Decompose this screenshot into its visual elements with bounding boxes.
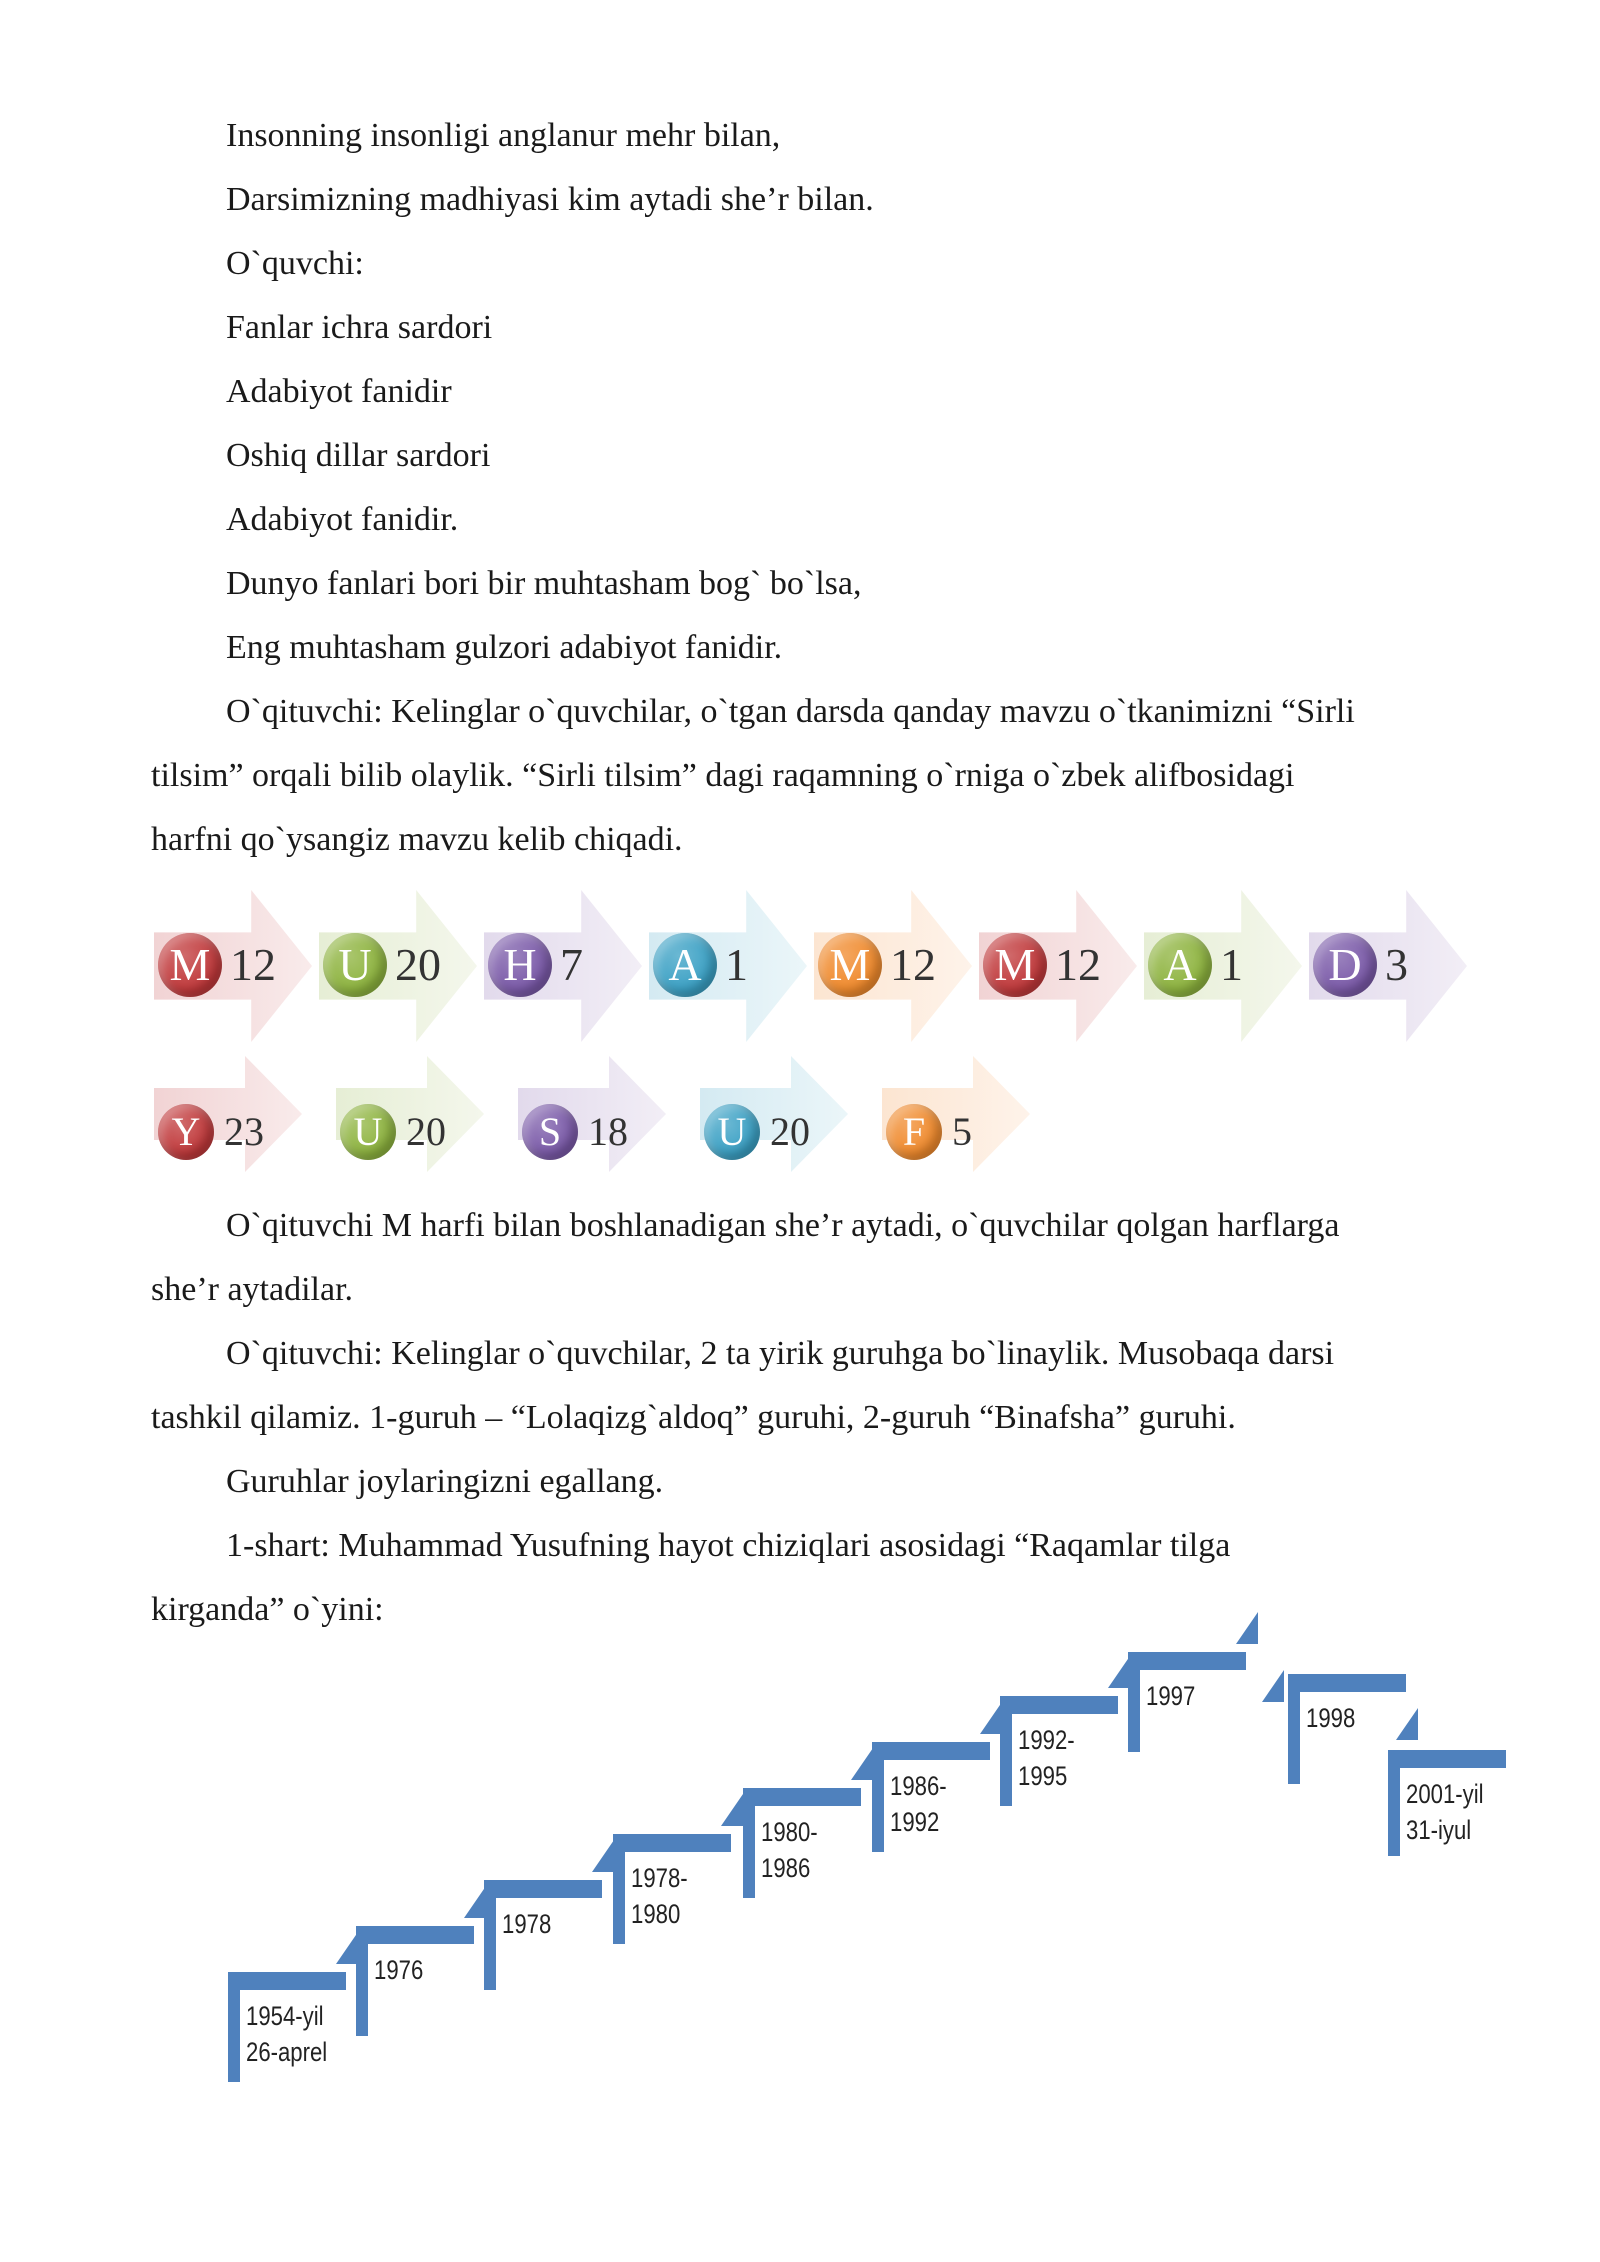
- cipher-arrow: [977, 886, 1147, 1046]
- paragraph-line: tilsim” orqali bilib olaylik. “Sirli tilsim” dagi raqamning o`rniga o`zbek alifbosidagi: [151, 757, 1295, 794]
- paragraph-line: O`qituvchi: Kelinglar o`quvchilar, o`tgan darsda qanday mavzu o`tkanimizni “Sirli: [226, 693, 1355, 730]
- cipher-arrow: [152, 1052, 322, 1212]
- cipher-number: 1: [1220, 939, 1243, 990]
- cipher-arrow: [647, 886, 817, 1046]
- timeline-label: 1998: [1306, 1703, 1356, 1733]
- cipher-letter: F: [886, 1104, 942, 1160]
- timeline-label: 1997: [1146, 1681, 1196, 1711]
- timeline-step: [1128, 1612, 1258, 1752]
- cipher-arrow: [698, 1052, 868, 1212]
- cipher-letter: M: [983, 933, 1047, 997]
- poem-line: Oshiq dillar sardori: [226, 437, 491, 474]
- cipher-number: 18: [588, 1109, 628, 1154]
- cipher-number: 20: [770, 1109, 810, 1154]
- timeline-step: [228, 1932, 358, 2082]
- cipher-number: 12: [1055, 939, 1101, 990]
- cipher-arrow: [152, 886, 322, 1046]
- cipher-letter: U: [340, 1104, 396, 1160]
- timeline-label: 1954-yil 26-aprel: [246, 2001, 328, 2067]
- cipher-number: 5: [952, 1109, 972, 1154]
- poem-line: Darsimizning madhiyasi kim aytadi she’r bilan.: [226, 181, 874, 218]
- poem-line: Adabiyot fanidir.: [226, 501, 459, 538]
- cipher-letter: M: [818, 933, 882, 997]
- paragraph-line: she’r aytadilar.: [151, 1271, 354, 1308]
- timeline-step: [872, 1702, 1002, 1852]
- cipher-letter: U: [323, 933, 387, 997]
- poem-line: Eng muhtasham gulzori adabiyot fanidir.: [226, 629, 783, 666]
- timeline-step: [356, 1886, 486, 2036]
- timeline-label: 2001-yil 31-iyul: [1406, 1779, 1484, 1845]
- cipher-arrow: [317, 886, 487, 1046]
- cipher-arrow: [334, 1052, 504, 1212]
- cipher-letter: Y: [158, 1104, 214, 1160]
- paragraph-line: O`qituvchi: Kelinglar o`quvchilar, 2 ta yirik guruhga bo`linaylik. Musobaqa darsi: [226, 1335, 1335, 1372]
- paragraph-line: O`qituvchi M harfi bilan boshlanadigan she’r aytadi, o`quvchilar qolgan harflarga: [226, 1207, 1340, 1244]
- timeline-step: [743, 1748, 873, 1898]
- cipher-letter: H: [488, 933, 552, 997]
- poem-line: Insonning insonligi anglanur mehr bilan,: [226, 117, 781, 154]
- cipher-arrow: [812, 886, 982, 1046]
- poem-line: Adabiyot fanidir: [226, 373, 452, 410]
- paragraph-line: Guruhlar joylaringizni egallang.: [226, 1463, 664, 1500]
- cipher-letter: D: [1313, 933, 1377, 997]
- timeline-step: [484, 1840, 614, 1990]
- cipher-number: 12: [890, 939, 936, 990]
- cipher-number: 7: [560, 939, 583, 990]
- poem-line: Fanlar ichra sardori: [226, 309, 493, 346]
- cipher-number: 3: [1385, 939, 1408, 990]
- cipher-number: 23: [224, 1109, 264, 1154]
- paragraph-line: harfni qo`ysangiz mavzu kelib chiqadi.: [151, 821, 683, 858]
- cipher-letter: M: [158, 933, 222, 997]
- timeline-label: 1992- 1995: [1018, 1725, 1075, 1791]
- timeline-label: 1976: [374, 1955, 424, 1985]
- cipher-arrow: [1307, 886, 1477, 1046]
- paragraph-line: 1-shart: Muhammad Yusufning hayot chiziqlari asosidagi “Raqamlar tilga: [226, 1527, 1231, 1564]
- paragraph-line: tashkil qilamiz. 1-guruh – “Lolaqizg`aldoq” guruhi, 2-guruh “Binafsha” guruhi.: [151, 1399, 1236, 1436]
- timeline-label: 1980- 1986: [761, 1817, 818, 1883]
- cipher-number: 20: [395, 939, 441, 990]
- cipher-arrow: [1142, 886, 1312, 1046]
- cipher-arrow: [482, 886, 652, 1046]
- timeline-step: [613, 1794, 743, 1944]
- cipher-letter: A: [653, 933, 717, 997]
- cipher-number: 1: [725, 939, 748, 990]
- paragraph-line: kirganda” o`yini:: [151, 1591, 384, 1628]
- speaker-label: O`quvchi:: [226, 245, 364, 282]
- cipher-arrow: [516, 1052, 686, 1212]
- cipher-letter: U: [704, 1104, 760, 1160]
- timeline-label: 1986- 1992: [890, 1771, 947, 1837]
- timeline-step: [1388, 1708, 1506, 1856]
- poem-line: Dunyo fanlari bori bir muhtasham bog` bo`lsa,: [226, 565, 862, 602]
- cipher-letter: A: [1148, 933, 1212, 997]
- cipher-arrow: [880, 1052, 1050, 1212]
- timeline-label: 1978- 1980: [631, 1863, 688, 1929]
- timeline-step: [1000, 1656, 1130, 1806]
- cipher-letter: S: [522, 1104, 578, 1160]
- cipher-number: 12: [230, 939, 276, 990]
- timeline-step: [1262, 1670, 1406, 1784]
- timeline-label: 1978: [502, 1909, 552, 1939]
- cipher-number: 20: [406, 1109, 446, 1154]
